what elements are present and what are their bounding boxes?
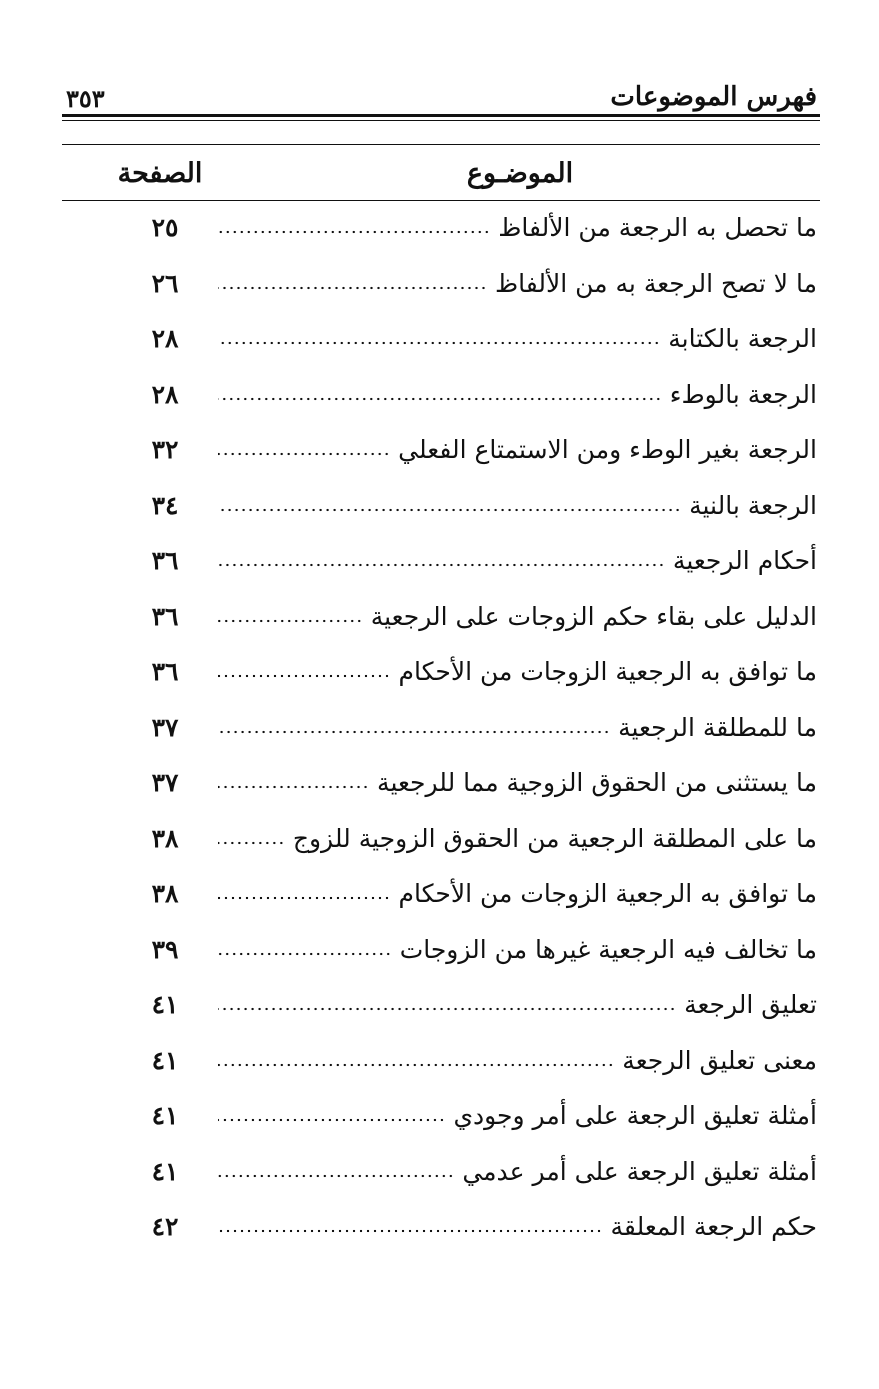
toc-entry-page: ٤٢ [151,1212,179,1241]
toc-entry-title: معنى تعليق الرجعة [622,1045,817,1075]
toc-entry-topic [218,1046,817,1075]
toc-entry [0,649,879,705]
toc-entry-topic [218,657,817,686]
toc-entry-title: ما للمطلقة الرجعية [618,712,817,742]
toc-entry-title: أمثلة تعليق الرجعة على أمر وجودي [453,1101,817,1130]
toc-entry [0,1038,879,1094]
toc-entry [0,538,879,594]
toc-entry-page: ٣٧ [151,768,179,797]
toc-entry-title: أحكام الرجعية [672,546,817,575]
toc-entry-title: الرجعة بالوطء [669,379,817,409]
dot-leader [218,508,681,512]
toc-entry-title: ما تخالف فيه الرجعية غيرها من الزوجات [399,934,817,964]
dot-leader [218,1229,603,1233]
toc-entry [0,316,879,372]
toc-entry-title: أمثلة تعليق الرجعة على أمر عدمي [462,1156,817,1186]
dot-leader [218,341,660,345]
toc-entry [0,705,879,761]
header-rule-thin [62,120,820,121]
toc-entry-title: ما يستثنى من الحقوق الزوجية مما للرجعية [377,768,817,797]
header-rule-thick [62,114,820,117]
column-header-topic: الموضـوع [466,158,574,189]
toc-entry [0,927,879,983]
toc-entry-page: ٣٦ [151,657,179,686]
column-header-page: الصفحة [117,158,203,189]
toc-entry-title: الدليل على بقاء حكم الزوجات على الرجعية [370,601,817,631]
toc-entry-page: ٣٦ [151,546,179,575]
toc-entry [0,982,879,1038]
toc-entry [0,205,879,261]
toc-entry-title: الرجعة بالكتابة [668,324,817,353]
toc-entry-topic [218,1212,817,1241]
toc-entry-topic [218,713,817,742]
toc-entry-page: ٣٨ [151,879,179,908]
table-header-rule [62,200,820,201]
page-number: ٣٥٣ [66,84,105,113]
toc-entry-title: الرجعة بالنية [689,490,817,520]
dot-leader [218,1174,454,1178]
toc-entry-topic [218,1157,817,1186]
toc-entry-title: الرجعة بغير الوطء ومن الاستمتاع الفعلي [398,435,817,464]
toc-entry-page: ٤١ [151,990,179,1019]
dot-leader [218,841,285,845]
toc-entry-page: ٣٦ [151,601,179,631]
toc-entry [0,594,879,650]
toc-entry-page: ٢٨ [151,324,179,353]
toc-entry-page: ٤١ [151,1156,179,1186]
toc-entry-topic [218,1101,817,1130]
toc-entry-topic [218,824,817,853]
toc-entry [0,816,879,872]
toc-entry-topic [218,935,817,964]
toc-entry [0,372,879,428]
dot-leader [218,952,392,956]
toc-entry [0,1204,879,1260]
dot-leader [218,619,363,623]
toc-entry-title: حكم الرجعة المعلقة [610,1212,817,1241]
toc-entry-topic [218,768,817,797]
toc-entry [0,261,879,317]
dot-leader [218,286,487,290]
toc-list [0,205,879,1260]
dot-leader [218,896,390,900]
toc-entry-page: ٢٥ [151,213,179,242]
dot-leader [218,730,610,734]
dot-leader [218,230,490,234]
toc-entry-topic [218,602,817,631]
toc-entry-topic [218,380,817,409]
toc-entry-title: تعليق الرجعة [684,990,817,1019]
dot-leader [218,452,390,456]
dot-leader [218,1063,614,1067]
toc-entry-page: ٤١ [151,1101,179,1130]
toc-entry-page: ٣٩ [151,934,179,964]
toc-entry-title: ما تحصل به الرجعة من الألفاظ [498,213,817,242]
toc-entry-page: ٢٨ [151,379,179,409]
dot-leader [218,563,665,567]
toc-entry [0,483,879,539]
dot-leader [218,1007,676,1011]
toc-entry-title: ما لا تصح الرجعة به من الألفاظ [495,268,817,298]
toc-entry-topic [218,324,817,353]
toc-entry [0,1149,879,1205]
toc-entry [0,1093,879,1149]
toc-entry-page: ٣٨ [151,823,179,853]
dot-leader [218,397,662,401]
toc-entry-topic [218,435,817,464]
toc-entry [0,760,879,816]
toc-entry [0,427,879,483]
toc-entry [0,871,879,927]
dot-leader [218,674,390,678]
toc-entry-page: ٣٢ [151,435,179,464]
toc-entry-title: ما توافق به الرجعية الزوجات من الأحكام [398,879,817,908]
toc-entry-title: ما توافق به الرجعية الزوجات من الأحكام [398,657,817,686]
table-top-rule [62,144,820,145]
toc-entry-topic [218,269,817,298]
toc-entry-topic [218,990,817,1019]
toc-entry-page: ٣٧ [151,712,179,742]
dot-leader [218,785,369,789]
toc-entry-topic [218,546,817,575]
toc-entry-topic [218,213,817,242]
toc-entry-page: ٤١ [151,1045,179,1075]
dot-leader [218,1118,445,1122]
toc-entry-title: ما على المطلقة الرجعية من الحقوق الزوجية للزوج [292,823,817,853]
running-title: فهرس الموضوعات [610,82,817,112]
toc-entry-topic [218,879,817,908]
toc-entry-page: ٣٤ [151,490,179,520]
toc-entry-topic [218,491,817,520]
toc-entry-page: ٢٦ [151,268,179,298]
